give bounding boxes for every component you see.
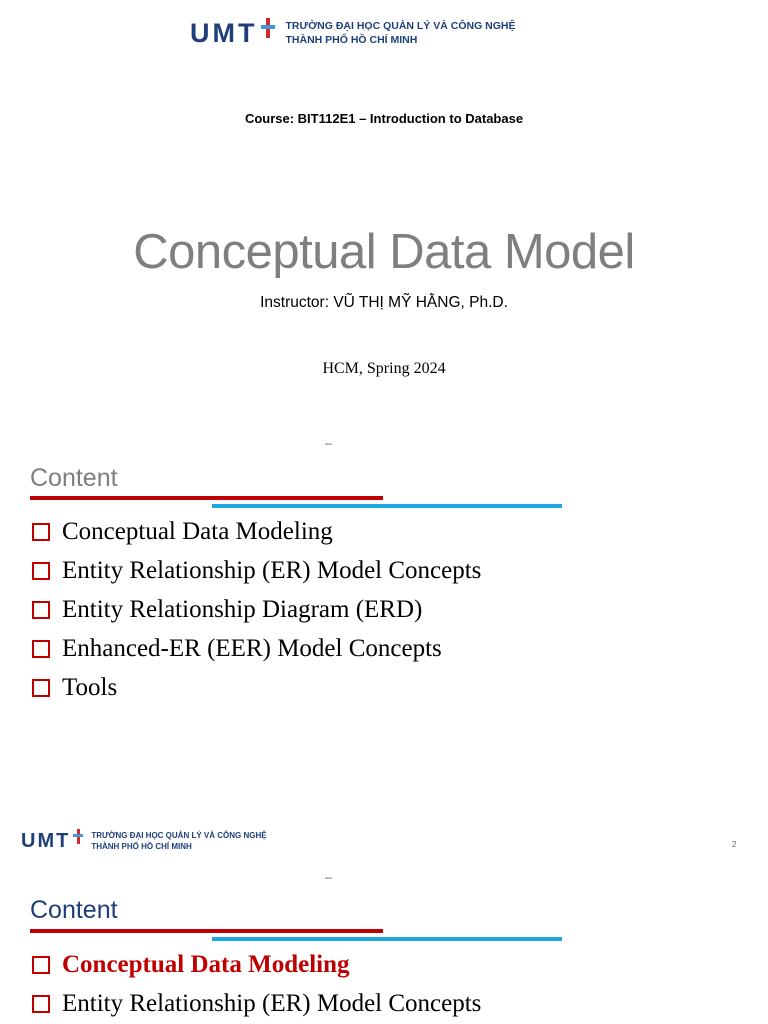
- heading-underline-red: [30, 929, 383, 933]
- logo-university-name: [91, 831, 266, 852]
- logo-brand: UMT: [21, 830, 71, 852]
- plus-icon: [261, 18, 275, 38]
- slide-separator: –: [325, 870, 332, 884]
- content-list: [32, 945, 481, 1023]
- content-heading: Content: [30, 464, 118, 492]
- checkbox-bullet-icon: [32, 562, 50, 580]
- instructor-name: Instructor: VŨ THỊ MỸ HẰNG, Ph.D.: [260, 294, 508, 311]
- slide-separator: –: [325, 436, 332, 450]
- course-title: Course: BIT112E1 – Introduction to Database: [244, 111, 524, 126]
- content-list: [32, 512, 481, 707]
- checkbox-bullet-icon: [32, 995, 50, 1013]
- heading-underline-blue: [212, 504, 562, 508]
- semester-date: HCM, Spring 2024: [322, 360, 446, 377]
- checkbox-bullet-icon: [32, 956, 50, 974]
- logo-line2: THÀNH PHỐ HỒ CHÍ MINH: [91, 841, 192, 851]
- logo-line2: THÀNH PHỐ HỒ CHÍ MINH: [285, 33, 418, 46]
- checkbox-bullet-icon: [32, 640, 50, 658]
- checkbox-bullet-icon: [32, 523, 50, 541]
- list-item: Entity Relationship (ER) Model Concepts: [32, 984, 481, 1023]
- logo-line1: TRƯỜNG ĐẠI HỌC QUẢN LÝ VÀ CÔNG NGHỆ: [285, 19, 516, 32]
- checkbox-bullet-icon: [32, 679, 50, 697]
- list-item: Tools: [32, 668, 481, 707]
- page-title: Conceptual Data Model: [133, 225, 635, 279]
- checkbox-bullet-icon: [32, 601, 50, 619]
- umt-logo-small: [21, 830, 267, 853]
- list-item-active: Conceptual Data Modeling: [32, 945, 481, 984]
- page-number: 2: [732, 840, 737, 849]
- heading-underline-blue: [212, 937, 562, 941]
- logo-brand: UMT: [190, 18, 258, 48]
- list-item: Conceptual Data Modeling: [32, 512, 481, 551]
- list-item: Entity Relationship Diagram (ERD): [32, 590, 481, 629]
- list-item: Enhanced-ER (EER) Model Concepts: [32, 629, 481, 668]
- umt-logo: [190, 18, 516, 49]
- heading-underline-red: [30, 496, 383, 500]
- logo-line1: TRƯỜNG ĐẠI HỌC QUẢN LÝ VÀ CÔNG NGHỆ: [91, 831, 267, 841]
- logo-university-name: [285, 20, 515, 47]
- plus-icon: [73, 829, 83, 844]
- content-heading: Content: [30, 896, 118, 924]
- list-item: Entity Relationship (ER) Model Concepts: [32, 551, 481, 590]
